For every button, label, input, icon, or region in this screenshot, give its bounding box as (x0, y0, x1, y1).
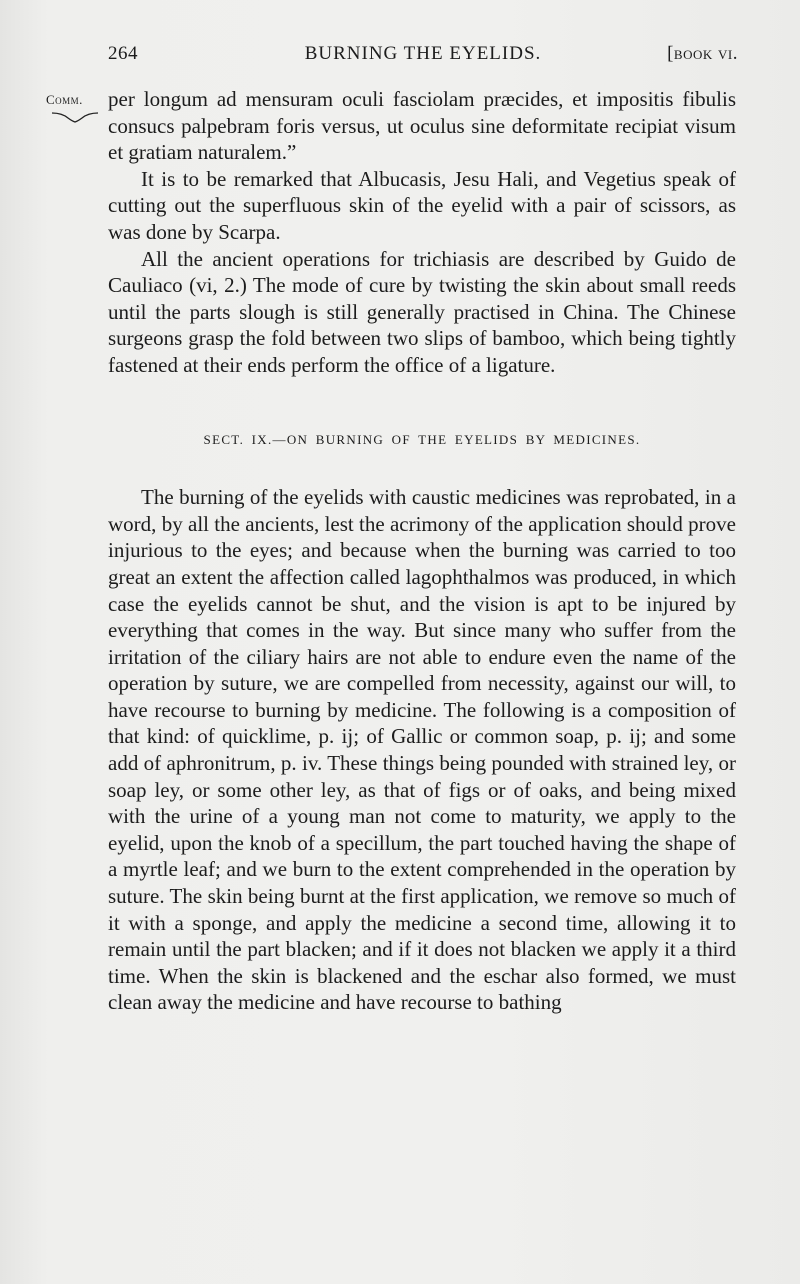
paragraph-trichiasis: All the ancient operations for trichiasis are described by Guido de Cauliaco (vi, 2.) The mode of cure by twisting the skin about small reeds until the parts slough is still generally practised in China. The Chinese surgeons grasp the fold between two slips of bamboo, which being tightly fastened at their ends perform the office of a ligature. (108, 246, 736, 377)
body-text (108, 86, 736, 1016)
page-number: 264 (108, 43, 138, 64)
running-title: BURNING THE EYELIDS. (304, 43, 542, 64)
paragraph-albucasis: It is to be remarked that Albucasis, Jesu Hali, and Vegetius speak of cutting out the superfluous skin of the eyelid with a pair of scissors, as was done by Scarpa. (108, 166, 736, 244)
running-header (108, 43, 738, 71)
section-heading: SECT. IX.—ON BURNING OF THE EYELIDS BY MEDICINES. (203, 431, 641, 447)
book-label: [book vi. (667, 43, 738, 64)
paragraph-continued: per longum ad mensuram oculi fasciolam præcides, et impositis fibulis consucs palpebram foris versus, ut oculus sine deformitate recipiat visum et gratiam naturalem.” (108, 87, 736, 165)
paragraph-burning: The burning of the eyelids with caustic medicines was reprobated, in a word, by all the ancients, lest the acrimony of the application should prove injurious to the eyes; and because when the burning was carried to too great an extent the affection called lagophthalmos was produced, in which case the eyelids cannot be shut, and the vision is apt to be injured by everything that comes in the way. But since many who suffer from the irritation of the ciliary hairs are not able to endure even the name of the operation by suture, we are compelled from necessity, against our will, to have recourse to burning by medicine. The following is a composition of that kind: of quicklime, p. ij; of Gallic or common soap, p. ij; and some add of aphronitrum, p. iv. These things being pounded with strained ley, or soap ley, or some other ley, as that of figs or of oaks, and being mixed with the urine of a young man not come to maturity, we apply to the eyelid, upon the knob of a specillum, the part touched having the shape of a myrtle leaf; and we burn to the extent comprehended in the operation by suture. The skin being burnt at the first application, we remove so much of it with a sponge, and apply the medicine a second time, allowing it to remain until the part blacken; and if it does not blacken we apply it a third time. When the skin is blackened and the eschar also formed, we must clean away the medicine and have recourse to bathing (108, 485, 736, 1015)
margin-brace-icon (50, 110, 100, 124)
margin-note: Comm. (46, 92, 83, 107)
